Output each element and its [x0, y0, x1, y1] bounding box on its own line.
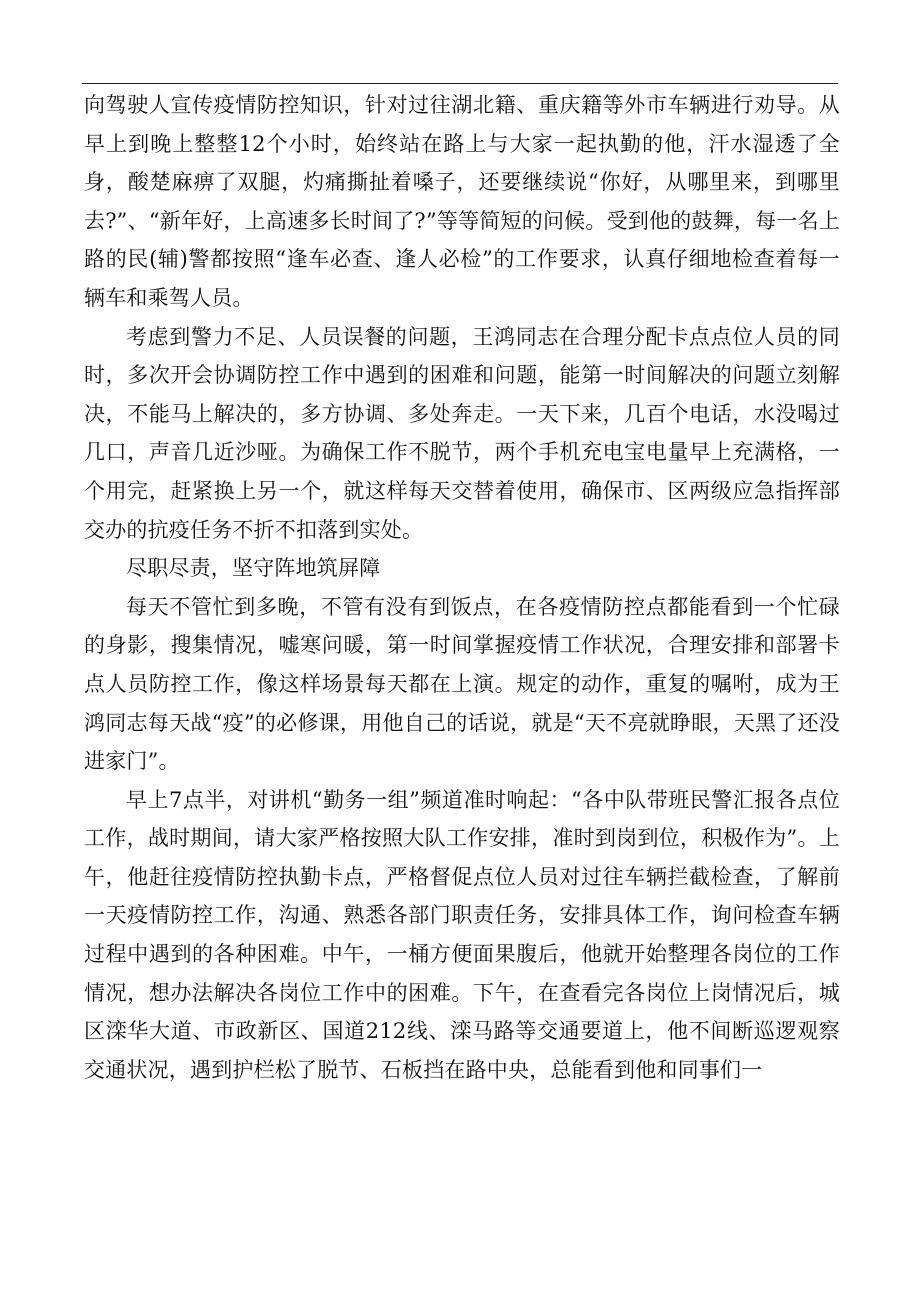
section-heading: 尽职尽责，坚守阵地筑屏障: [126, 556, 381, 581]
paragraph-daily-rounds: 每天不管忙到多晚，不管有没有到饭点，在各疫情防控点都能看到一个忙碌的身影，搜集情况，嘘寒问暖，第一时间掌握疫情工作状况，合理安排和部署卡点人员防控工作，像这样场景每天都在上演。规定的动作，重复的嘱咐，成为王鸿同志每天战“疫”的必修课，用他自己的话说，就是“天不亮就睁眼，天黑了还没进家门”。: [84, 594, 840, 774]
paragraph-continuation: 向驾驶人宣传疫情防控知识，针对过往湖北籍、重庆籍等外市车辆进行劝导。从早上到晚上整整12个小时，始终站在路上与大家一起执勤的他，汗水湿透了全身，酸楚麻痹了双腿，灼痛撕扯着嗓子，还要继续说“你好，从哪里来，到哪里去?”、“新年好，上高速多长时间了?”等等简短的问候。受到他的鼓舞，每一名上路的民(辅)警都按照“逢车必查、逢人必检”的工作要求，认真仔细地检查着每一辆车和乘驾人员。: [84, 93, 840, 310]
paragraph-staffing: 考虑到警力不足、人员误餐的问题，王鸿同志在合理分配卡点点位人员的同时，多次开会协调防控工作中遇到的困难和问题，能第一时间解决的问题立刻解决，不能马上解决的，多方协调、多处奔走。一天下来，几百个电话，水没喝过几口，声音几近沙哑。为确保工作不脱节，两个手机充电宝电量早上充满格，一个用完，赶紧换上另一个，就这样每天交替着使用，确保市、区两级应急指挥部交办的抗疫任务不折不扣落到实处。: [84, 324, 840, 542]
paragraph-schedule: 早上7点半，对讲机“勤务一组”频道准时响起：“各中队带班民警汇报各点位工作，战时期间，请大家严格按照大队工作安排，准时到岗到位，积极作为”。上午，他赶往疫情防控执勤卡点，严格督促点位人员对过往车辆拦截检查，了解前一天疫情防控工作，沟通、熟悉各部门职责任务，安排具体工作，询问检查车辆过程中遇到的各种困难。中午，一桶方便面果腹后，他就开始整理各岗位的工作情况，想办法解决各岗位工作中的困难。下午，在查看完各岗位上岗情况后，城区滦华大道、市政新区、国道212线、滦马路等交通要道上，他不间断巡逻观察交通状况，遇到护栏松了脱节、石板挡在路中央，总能看到他和同事们一: [84, 787, 840, 1082]
body-text: [84, 86, 840, 1089]
header-rule: [82, 83, 838, 84]
